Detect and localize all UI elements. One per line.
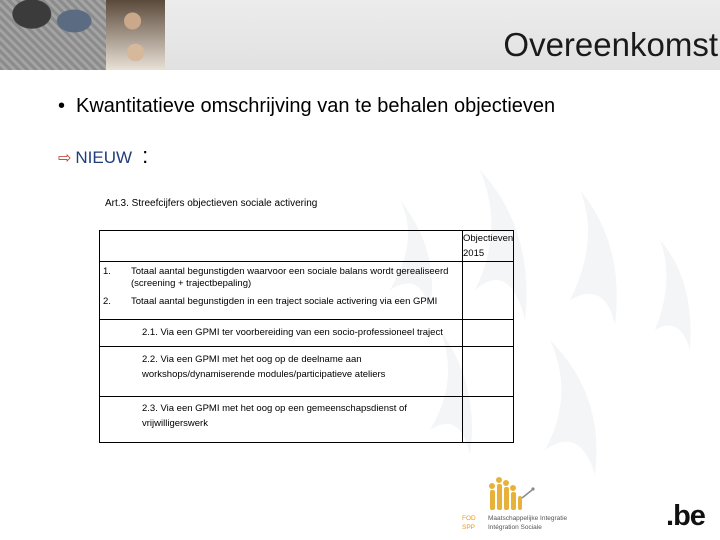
logo-fod-nl: FOD xyxy=(462,515,476,522)
subrow-text: 2.1. Via een GPMI ter voorbereiding van een socio-professioneel traject xyxy=(142,327,443,338)
table-cell-sub-2-1 xyxy=(100,320,463,347)
people-logo-icon xyxy=(462,476,542,512)
list-item-number: 2. xyxy=(103,296,111,307)
logo-fod-fr: SPP xyxy=(462,524,476,531)
pod-mi-logo xyxy=(462,476,582,536)
nieuw-colon: : xyxy=(142,143,149,168)
table-cell-sub-2-3 xyxy=(100,397,463,443)
bullet-text: Kwantitatieve omschrijving van te behalen objectieven xyxy=(76,95,556,117)
header-objectives-label: Objectieven xyxy=(463,233,514,244)
header-photo-students xyxy=(106,0,165,70)
table-row xyxy=(100,397,514,443)
header-empty-cell xyxy=(100,231,463,262)
subrow-text: 2.3. Via een GPMI met het oog op een gemeenschapsdienst of vrijwilligerswerk xyxy=(142,403,407,429)
header-photo-strip xyxy=(0,0,165,70)
slide-title: Overeenkomst xyxy=(503,26,718,63)
objectives-table xyxy=(99,230,514,443)
be-logo-dot: . xyxy=(666,500,674,532)
logo-org-fr: Intégration Sociale xyxy=(488,524,542,531)
arrow-right-icon: ⇨ xyxy=(58,150,72,167)
list-item-text: Totaal aantal begunstigden waarvoor een sociale balans wordt gerealiseerd (screening + trajectbepaling) xyxy=(131,266,449,289)
table-row xyxy=(100,320,514,347)
bullet-dot: • xyxy=(58,95,66,117)
bullet-quantitative-description xyxy=(58,95,555,118)
article-title: Art.3. Streefcijfers objectieven sociale activering xyxy=(105,198,318,209)
list-item xyxy=(100,266,462,290)
logo-org-nl: Maatschappelijke Integratie xyxy=(488,515,568,522)
list-item-number: 1. xyxy=(103,266,111,277)
table-value-cell xyxy=(463,347,514,397)
list-item-text: Totaal aantal begunstigden in een traject sociale activering via een GPMI xyxy=(131,296,438,307)
nieuw-label: NIEUW xyxy=(75,148,133,167)
table-cell-items-1-2 xyxy=(100,262,463,320)
logo-fod-text xyxy=(462,514,476,532)
table-value-cell xyxy=(463,397,514,443)
table-header-row xyxy=(100,231,514,262)
table-value-cell xyxy=(463,262,514,320)
table-row xyxy=(100,347,514,397)
logo-org-text xyxy=(488,514,567,532)
table-value-cell xyxy=(463,320,514,347)
header-objectives-cell xyxy=(463,231,514,262)
be-logo xyxy=(666,500,705,533)
be-logo-text: be xyxy=(673,500,705,532)
header-objectives-year: 2015 xyxy=(463,248,485,259)
subrow-text: 2.2. Via een GPMI met het oog op de deelname aan workshops/dynamiserende modules/participatieve ateliers xyxy=(142,354,386,380)
table-cell-sub-2-2 xyxy=(100,347,463,397)
header-photo-people xyxy=(0,0,106,70)
list-item xyxy=(100,296,462,308)
nieuw-label-line xyxy=(58,143,148,169)
table-row xyxy=(100,262,514,320)
